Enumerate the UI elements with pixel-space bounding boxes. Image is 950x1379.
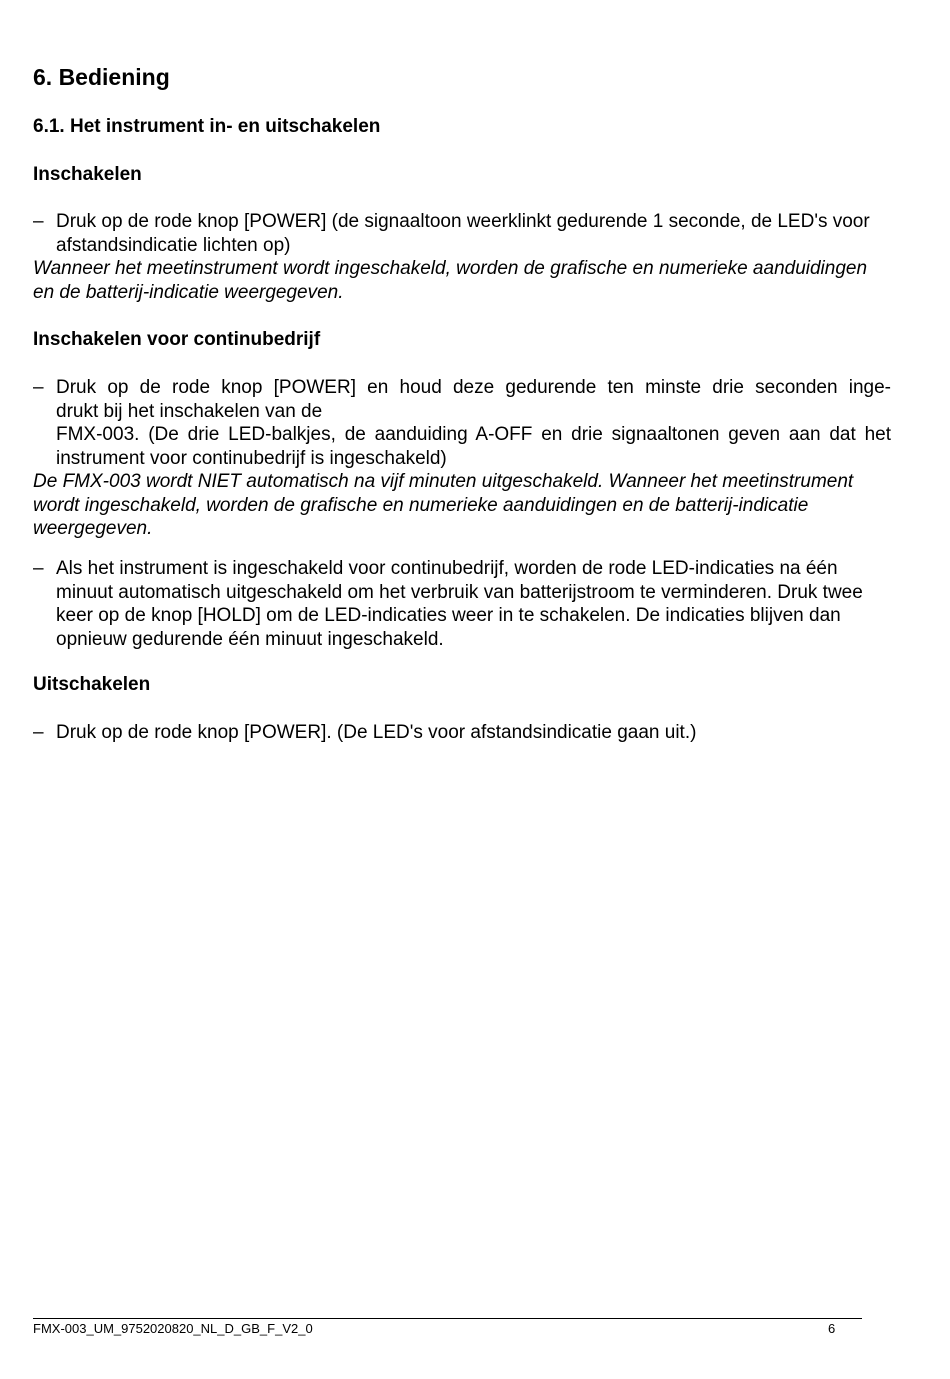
continubedrijf-block-2	[33, 557, 891, 651]
bullet-text: Druk op de rode knop [POWER] (de signaaltoon weerklinkt gedurende 1 seconde, de LED's voor afstandsindicatie lichten op)	[56, 211, 870, 256]
bullet-text: Als het instrument is ingeschakeld voor continubedrijf, worden de rode LED-indicaties na één minuut automatisch uitgeschakeld om het verbruik van batterijstroom te verminderen. Druk twee keer op de knop [HOLD] om de LED-indicaties weer in te schakelen. De indicaties blijven dan opnieuw gedurende één minuut ingeschakeld.	[56, 558, 863, 650]
heading-inschakelen: Inschakelen	[33, 164, 142, 185]
list-item	[33, 721, 891, 745]
list-item	[33, 557, 891, 651]
list-item	[33, 210, 891, 257]
note-text: Wanneer het meetinstrument wordt ingeschakeld, worden de grafische en numerieke aanduidingen en de batterij-indicatie weergegeven.	[33, 258, 868, 303]
list-item	[33, 376, 891, 470]
subsection-title: 6.1. Het instrument in- en uitschakelen	[33, 116, 381, 137]
note-text: De FMX-003 wordt NIET automatisch na vijf minuten uitgeschakeld. Wanneer het meetinstrument wordt ingeschakeld, worden de grafische en numerieke aanduidingen en de batterij-indicatie weergegeven.	[33, 471, 854, 539]
bullet-dash: –	[33, 211, 44, 232]
bullet-dash: –	[33, 558, 44, 579]
bullet-text-line: drukt bij het inschakelen van de	[56, 400, 323, 422]
footer-divider	[33, 1318, 862, 1319]
bullet-dash: –	[33, 722, 44, 743]
heading-continubedrijf: Inschakelen voor continubedrijf	[33, 329, 321, 350]
continubedrijf-block	[33, 376, 891, 541]
page-number: 6	[828, 1321, 836, 1336]
bullet-text-line: FMX-003. (De drie LED-balkjes, de aanduiding A-OFF en drie signaaltonen geven aan dat het instrument voor continubedrijf is ingeschakeld)	[56, 424, 891, 469]
bullet-dash: –	[33, 377, 44, 398]
footer-doc-id: FMX-003_UM_9752020820_NL_D_GB_F_V2_0	[33, 1321, 313, 1336]
inschakelen-block	[33, 210, 891, 304]
bullet-text-line: Druk op de rode knop [POWER] en houd deze gedurende ten minste drie seconden inge-	[56, 377, 891, 398]
bullet-text: Druk op de rode knop [POWER]. (De LED's voor afstandsindicatie gaan uit.)	[56, 722, 697, 743]
uitschakelen-block	[33, 721, 891, 745]
section-title: 6. Bediening	[33, 64, 170, 90]
heading-uitschakelen: Uitschakelen	[33, 674, 151, 695]
